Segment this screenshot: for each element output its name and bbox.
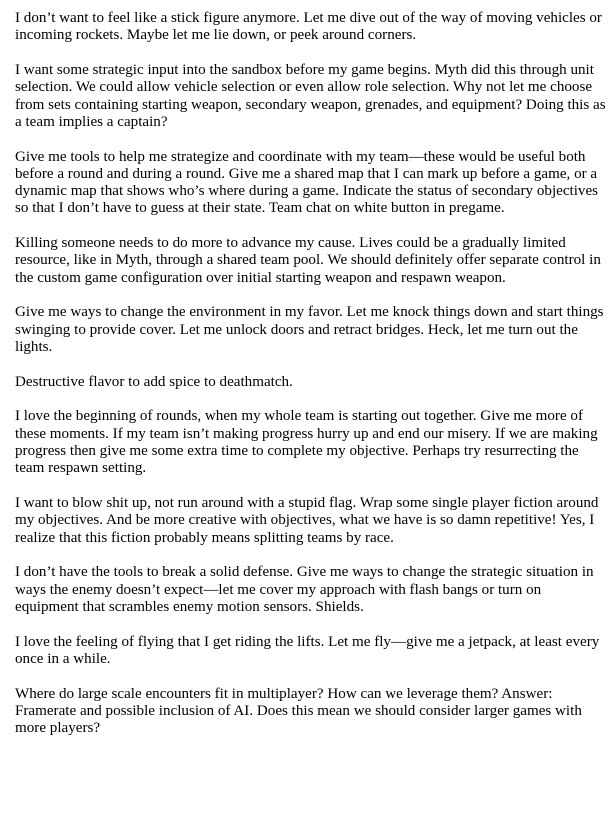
paragraph-solid-defense: I don’t have the tools to break a solid defense. Give me ways to change the strategic situation in ways the enemy doesn’t expect—let me cover my approach with flash bangs or turn on equipment that scrambles enemy motion sensors. Shields. [15, 564, 594, 615]
paragraph-large-scale: Where do large scale encounters fit in multiplayer? How can we leverage them? Answer: Framerate and possible inclusion of AI. Does this mean we should consider larger games with more players? [15, 685, 582, 737]
paragraph-killing: Killing someone needs to do more to advance my cause. Lives could be a gradually limited resource, like in Myth, through a shared team pool. We should definitely offer separate control in the custom game configuration over initial starting weapon and respawn weapon. [15, 235, 601, 286]
document-body [15, 10, 607, 737]
paragraph-destructive-flavor: Destructive flavor to add spice to deathmatch. [15, 373, 293, 390]
paragraph-blow-up: I want to blow shit up, not run around with a stupid flag. Wrap some single player fiction around my objectives. And be more creative with objectives, what we have is so damn repetitive! Yes, I realize that this fiction probably means splitting teams by race. [15, 494, 599, 546]
paragraph-stick-figure: I don’t want to feel like a stick figure anymore. Let me dive out of the way of moving vehicles or incoming rockets. Maybe let me lie down, or peek around corners. [15, 10, 602, 44]
paragraph-team-tools: Give me tools to help me strategize and coordinate with my team—these would be useful both before a round and during a round. Give me a shared map that I can mark up before a game, or a dynamic map that shows who’s where during a game. Indicate the status of secondary objectives so that I don’t have to guess at their state. Team chat on white button in pregame. [15, 148, 599, 217]
paragraph-strategic-input: I want some strategic input into the sandbox before my game begins. Myth did this through unit selection. We could allow vehicle selection or even allow role selection. Why not let me choose from sets containing starting weapon, secondary weapon, grenades, and equipment? Doing this as a team implies a captain? [15, 61, 606, 130]
paragraph-beginning-rounds: I love the beginning of rounds, when my whole team is starting out together. Give me more of these moments. If my team isn’t making progress hurry up and end our misery. If we are making progress then give me some extra time to complete my objective. Perhaps try resurrecting the team respawn setting. [15, 408, 598, 477]
paragraph-environment: Give me ways to change the environment in my favor. Let me knock things down and start things swinging to provide cover. Let me unlock doors and retract bridges. Heck, let me turn out the lights. [15, 304, 604, 356]
paragraph-flying: I love the feeling of flying that I get riding the lifts. Let me fly—give me a jetpack, at least every once in a while. [15, 633, 600, 667]
